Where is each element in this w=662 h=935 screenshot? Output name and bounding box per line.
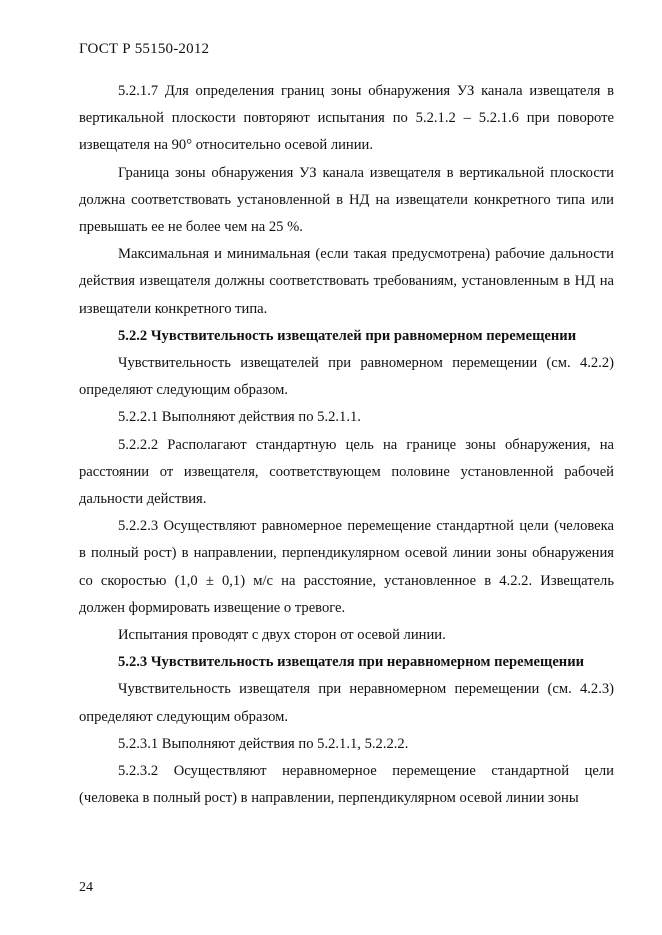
page-header: ГОСТ Р 55150-2012 (79, 41, 210, 57)
section-heading-5-2-2: 5.2.2 Чувствительность извещателей при равномерном перемещении (118, 327, 577, 344)
paragraph-max-min-range: Максимальная и минимальная (если такая предусмотрена) рабочие дальности действия извещателя должны соответствовать требованиям, установленным в НД на извещатели конкретного типа. (79, 246, 614, 317)
paragraph-5-2-1-7: 5.2.1.7 Для определения границ зоны обнаружения УЗ канала извещателя в вертикальной плоскости повторяют испытания по 5.2.1.2 – 5.2.1.6 при повороте извещателя на 90° относительно осевой линии. (79, 83, 614, 154)
paragraph-5-2-3-1: 5.2.3.1 Выполняют действия по 5.2.1.1, 5.2.2.2. (118, 735, 409, 752)
paragraph-sensitivity-uniform: Чувствительность извещателей при равномерном перемещении (см. 4.2.2) определяют следующим образом. (79, 355, 614, 399)
paragraph-sensitivity-nonuniform: Чувствительность извещателя при неравномерном перемещении (см. 4.2.3) определяют следующим образом. (79, 681, 614, 725)
paragraph-5-2-3-2: 5.2.3.2 Осуществляют неравномерное перемещение стандартной цели (человека в полный рост) в направлении, перпендикулярном осевой линии зоны (79, 763, 614, 807)
paragraph-both-sides: Испытания проводят с двух сторон от осевой линии. (118, 627, 446, 644)
section-heading-5-2-3: 5.2.3 Чувствительность извещателя при неравномерном перемещении (118, 654, 585, 671)
document-body (79, 78, 614, 812)
paragraph-5-2-2-3: 5.2.2.3 Осуществляют равномерное перемещение стандартной цели (человека в полный рост) в направлении, перпендикулярном осевой линии зоны обнаружения со скоростью (1,0 ± 0,1) м/с на расстояние, установленное в 4.2.2. Извещатель должен формировать извещение о тревоге. (79, 518, 614, 616)
page-number: 24 (79, 880, 93, 895)
paragraph-boundary: Граница зоны обнаружения УЗ канала извещателя в вертикальной плоскости должна соответствовать установленной в НД на извещатели конкретного типа или превышать ее не более чем на 25 %. (79, 164, 614, 236)
paragraph-5-2-2-1: 5.2.2.1 Выполняют действия по 5.2.1.1. (118, 409, 361, 426)
paragraph-5-2-2-2: 5.2.2.2 Располагают стандартную цель на границе зоны обнаружения, на расстоянии от извещателя, соответствующем половине установленной рабочей дальности действия. (79, 436, 614, 508)
